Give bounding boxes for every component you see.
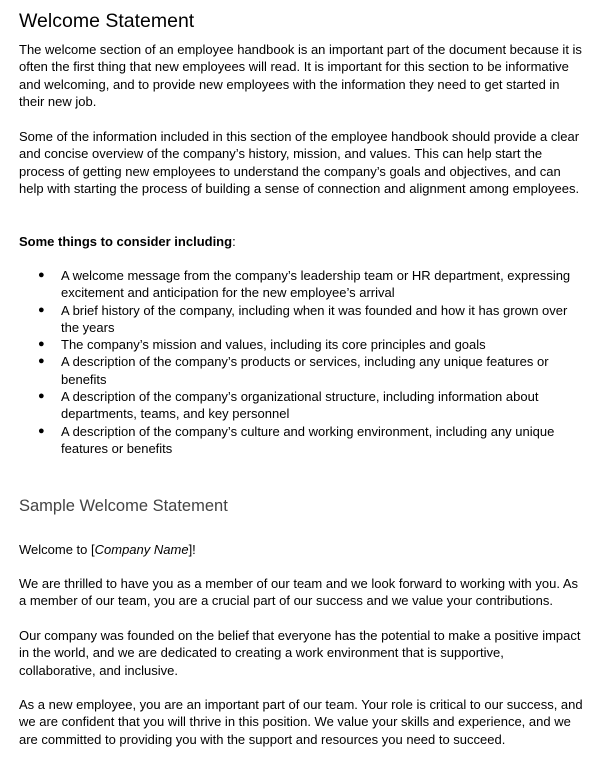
list-item <box>19 388 571 423</box>
list-item-text: A description of the company’s organizational structure, including information about departments, teams, and key personnel <box>61 389 539 422</box>
list-item <box>19 423 571 458</box>
sample-paragraph-1: We are thrilled to have you as a member of our team and we look forward to working with you. As a member of our team, you are a crucial part of our success and we value your contributions. <box>19 576 579 609</box>
list-item <box>19 302 571 337</box>
sample-paragraph-2: Our company was founded on the belief that everyone has the potential to make a positive impact in the world, and we are dedicated to creating a work environment that is supportive, collaborative, and inclusive. <box>19 628 581 678</box>
list-item-text: A welcome message from the company’s leadership team or HR department, expressing excitement and anticipation for the new employee’s arrival <box>61 268 571 301</box>
page-title: Welcome Statement <box>19 10 195 32</box>
welcome-line <box>19 541 584 558</box>
list-item-text: A description of the company’s products or services, including any unique features or benefits <box>61 354 549 387</box>
intro-paragraph-1: The welcome section of an employee handbook is an important part of the document because it is often the first thing that new employees will read. It is important for this section to be informative and welcoming, and to provide new employees with the information they need to get started in their new job. <box>19 42 582 109</box>
list-item-text: The company’s mission and values, including its core principles and goals <box>61 337 486 353</box>
list-item <box>19 353 571 388</box>
list-item <box>19 336 571 353</box>
consider-label: Some things to consider including <box>19 234 233 249</box>
consider-heading <box>19 233 584 250</box>
bullet-icon: ● <box>38 355 45 368</box>
bullet-icon: ● <box>38 269 45 281</box>
bullet-icon: ● <box>38 390 45 403</box>
considerations-list <box>19 267 579 457</box>
welcome-suffix: ]! <box>188 542 196 557</box>
consider-colon: : <box>232 234 236 249</box>
sample-paragraph-3: As a new employee, you are an important part of our team. Your role is critical to our success, and we are confident that you will thrive in this position. We value your skills and experience, and we are committed to providing you with the support and resources you need to succeed. <box>19 697 583 747</box>
list-item <box>19 267 571 302</box>
bullet-icon: ● <box>38 424 45 437</box>
bullet-icon: ● <box>38 303 45 316</box>
company-name-placeholder: Company Name <box>94 542 189 557</box>
intro-paragraph-2: Some of the information included in this section of the employee handbook should provide a clear and concise overview of the company’s history, mission, and values. This can help start the process of getting new employees to understand the company’s goals and objectives, and can help with starting the process of building a sense of connection and alignment among employees. <box>19 129 580 196</box>
welcome-prefix: Welcome to [ <box>19 542 95 557</box>
sample-heading: Sample Welcome Statement <box>19 497 228 515</box>
list-item-text: A description of the company’s culture and working environment, including any unique features or benefits <box>61 423 555 456</box>
list-item-text: A brief history of the company, including when it was founded and how it has grown over the years <box>61 302 568 335</box>
bullet-icon: ● <box>38 338 45 351</box>
